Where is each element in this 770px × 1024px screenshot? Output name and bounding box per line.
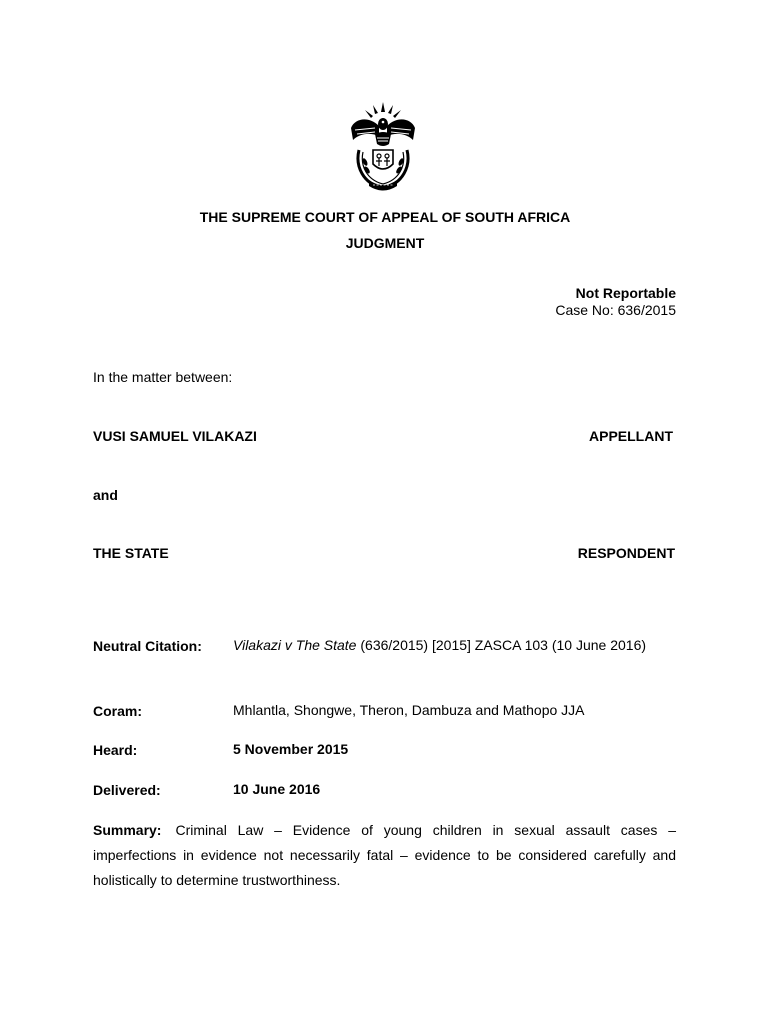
delivered-label: Delivered: [93, 782, 161, 798]
respondent-name: THE STATE [93, 545, 169, 561]
and-separator: and [93, 487, 118, 503]
summary-text: Criminal Law – Evidence of young children in sexual assault cases – imperfections in evidence not necessarily fatal – evidence to be considered carefully and holistically to determine trustworthiness. [93, 822, 676, 888]
matter-intro: In the matter between: [93, 369, 233, 385]
appellant-role: APPELLANT [589, 428, 673, 444]
citation-value [233, 633, 676, 658]
heard-label: Heard: [93, 742, 138, 758]
reportable-status: Not Reportable [575, 285, 676, 301]
respondent-role: RESPONDENT [577, 545, 675, 561]
appellant-name: VUSI SAMUEL VILAKAZI [93, 428, 257, 444]
summary-label: Summary: [93, 822, 162, 838]
document-type: JUDGMENT [345, 235, 425, 251]
coat-of-arms-icon [345, 100, 421, 196]
heard-date: 5 November 2015 [233, 741, 349, 757]
case-number: Case No: 636/2015 [555, 302, 676, 318]
court-name: THE SUPREME COURT OF APPEAL OF SOUTH AFRICA [199, 209, 571, 225]
coram-value: Mhlantla, Shongwe, Theron, Dambuza and Mathopo JJA [233, 702, 585, 718]
citation-details: (636/2015) [2015] ZASCA 103 (10 June 2016) [356, 637, 647, 653]
delivered-date: 10 June 2016 [233, 781, 321, 797]
citation-case-name: Vilakazi v The State [233, 637, 357, 653]
citation-label: Neutral Citation: [93, 638, 202, 654]
coram-label: Coram: [93, 703, 143, 719]
summary-paragraph [93, 818, 676, 893]
